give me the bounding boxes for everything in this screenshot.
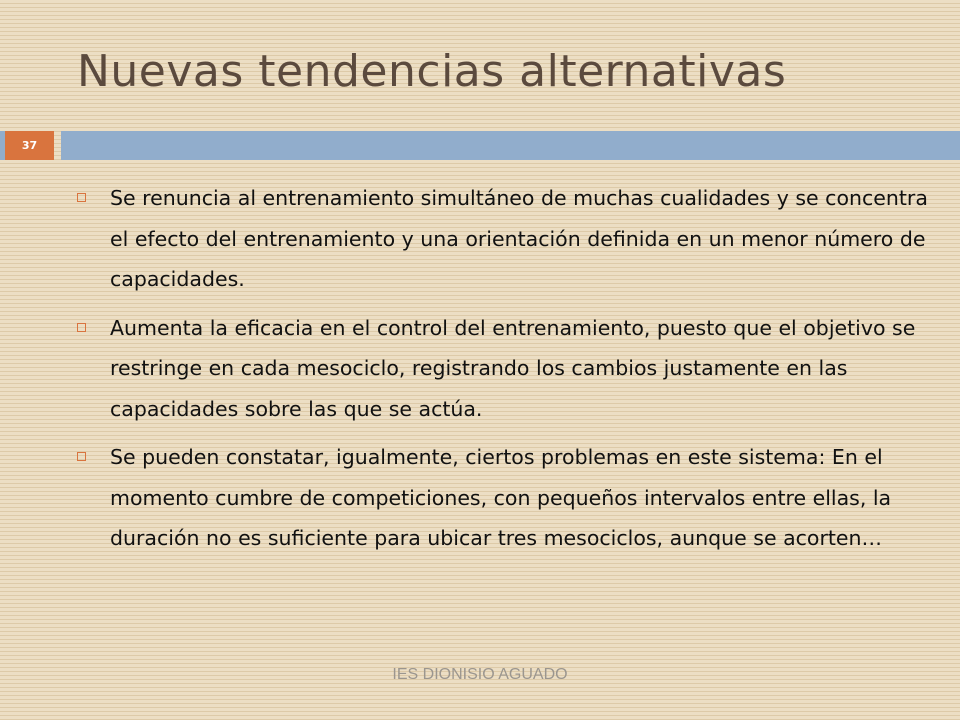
bullet-item <box>72 178 932 300</box>
bullet-text: Se renuncia al entrenamiento simultáneo de muchas cualidades y se concentra el efecto del entrenamiento y una orientación definida en un menor número de capacidades. <box>110 186 928 291</box>
square-bullet-icon <box>77 193 86 202</box>
square-bullet-icon <box>77 323 86 332</box>
bullet-text: Se pueden constatar, igualmente, ciertos problemas en este sistema: En el momento cumbre de competiciones, con pequeños intervalos entre ellas, la duración no es suficiente para ubicar tres mesociclos, aunque se acorten… <box>110 445 892 550</box>
bullet-list <box>72 178 932 567</box>
square-bullet-icon <box>77 452 86 461</box>
title-divider-bar <box>61 131 960 160</box>
bullet-item <box>72 437 932 559</box>
bullet-text: Aumenta la eficacia en el control del entrenamiento, puesto que el objetivo se restringe en cada mesociclo, registrando los cambios justamente en las capacidades sobre las que se actúa. <box>110 315 916 421</box>
slide-footer: IES DIONISIO AGUADO <box>392 666 568 683</box>
slide-number-badge: 37 <box>5 131 54 160</box>
bullet-item <box>72 308 932 430</box>
slide-title: Nuevas tendencias alternativas <box>77 46 787 97</box>
